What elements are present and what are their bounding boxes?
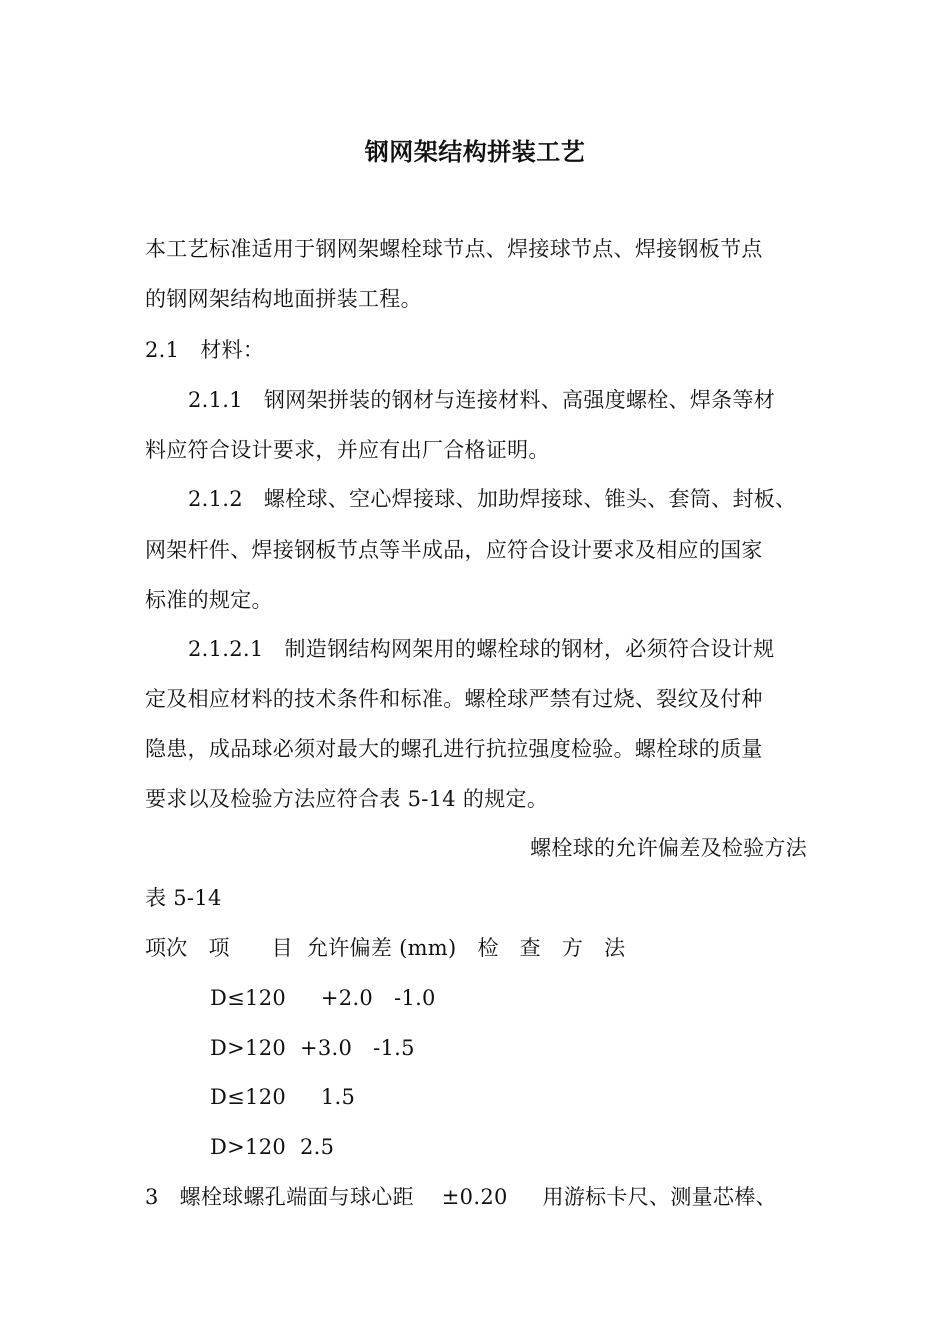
paragraph-line: 标准的规定。 bbox=[145, 588, 273, 612]
section-heading: 2.1 材料： bbox=[145, 338, 265, 362]
table-row: D≤120 1.5 bbox=[210, 1085, 356, 1109]
paragraph-line: 本工艺标准适用于钢网架螺栓球节点、焊接球节点、焊接钢板节点 bbox=[145, 237, 763, 261]
table-number: 表 5-14 bbox=[145, 886, 222, 910]
table-row: D≤120 +2.0 -1.0 bbox=[210, 986, 436, 1010]
paragraph-line: 料应符合设计要求，并应有出厂合格证明。 bbox=[145, 438, 550, 462]
table-caption: 螺栓球的允许偏差及检验方法 bbox=[530, 836, 807, 860]
document-title: 钢网架结构拼装工艺 bbox=[364, 138, 586, 166]
paragraph-line: 隐患，成品球必须对最大的螺孔进行抗拉强度检验。螺栓球的质量 bbox=[145, 737, 763, 761]
paragraph-line: 2.1.2 螺栓球、空心焊接球、加助焊接球、锥头、套筒、封板、 bbox=[188, 487, 797, 511]
table-row: D>120 2.5 bbox=[210, 1135, 335, 1159]
paragraph-line: 要求以及检验方法应符合表 5-14 的规定。 bbox=[145, 787, 549, 811]
paragraph-line: 2.1.1 钢网架拼装的钢材与连接材料、高强度螺栓、焊条等材 bbox=[188, 388, 776, 412]
paragraph-line: 的钢网架结构地面拼装工程。 bbox=[145, 287, 422, 311]
paragraph-line: 定及相应材料的技术条件和标准。螺栓球严禁有过烧、裂纹及付种 bbox=[145, 687, 763, 711]
paragraph-line: 2.1.2.1 制造钢结构网架用的螺栓球的钢材，必须符合设计规 bbox=[188, 637, 775, 661]
table-row: 3 螺栓球螺孔端面与球心距 ±0.20 用游标卡尺、测量芯棒、 bbox=[145, 1185, 777, 1209]
table-row: D>120 +3.0 -1.5 bbox=[210, 1036, 415, 1060]
table-header-row: 项次 项 目 允许偏差 (mm) 检 查 方 法 bbox=[145, 936, 626, 960]
paragraph-line: 网架杆件、焊接钢板节点等半成品，应符合设计要求及相应的国家 bbox=[145, 538, 763, 562]
